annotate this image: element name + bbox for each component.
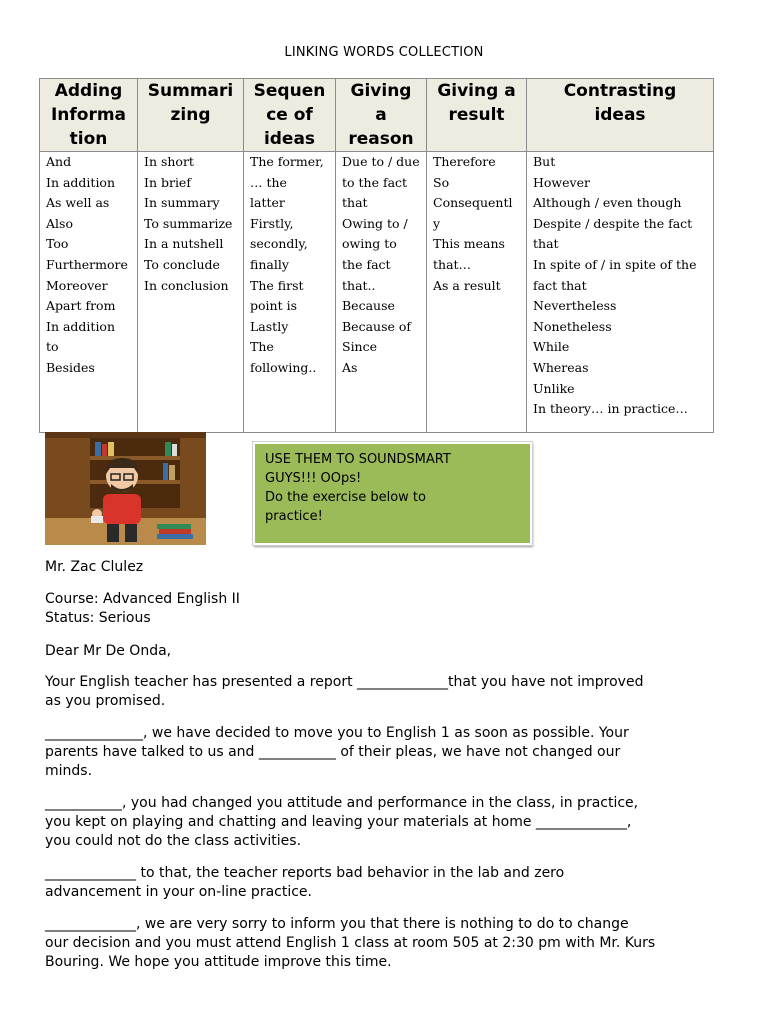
- linking-word: secondly,: [250, 236, 308, 252]
- paragraph-line: you could not do the class activities.: [45, 833, 302, 849]
- linking-words-table: [39, 78, 714, 433]
- header-line: result: [448, 105, 505, 125]
- linking-word: Whereas: [533, 359, 589, 375]
- paragraph-5: [45, 915, 735, 972]
- column-sequence-of-ideas: [244, 152, 336, 433]
- linking-word: that..: [342, 277, 376, 293]
- header-line: Summari: [147, 81, 234, 101]
- linking-word: that…: [433, 256, 472, 272]
- column-adding-information: [40, 152, 138, 433]
- linking-word: the fact: [342, 256, 391, 272]
- paragraph-line: ______________, we have decided to move you to English 1 as soon as possible. Your: [45, 725, 629, 741]
- linking-word: Lastly: [250, 318, 289, 334]
- paragraph-line: you kept on playing and chatting and leaving your materials at home _____________,: [45, 814, 632, 830]
- table-header-row: [40, 79, 714, 152]
- callout-line: GUYS!!! OOps!: [265, 471, 362, 486]
- status-line: Status: Serious: [45, 610, 151, 626]
- linking-word: Also: [46, 215, 73, 231]
- callout-line: USE THEM TO SOUNDSMART: [265, 452, 451, 467]
- header-line: ideas: [594, 105, 646, 125]
- paragraph-2: [45, 724, 735, 781]
- linking-word: In short: [144, 154, 194, 169]
- paragraph-line: Bouring. We hope you attitude improve this time.: [45, 954, 392, 970]
- callout-line: practice!: [265, 509, 323, 524]
- linking-word: Nevertheless: [533, 298, 617, 314]
- paragraph-line: as you promised.: [45, 693, 166, 709]
- header-summarizing: [138, 79, 244, 152]
- header-line: Informa: [50, 105, 127, 125]
- linking-word: Because of: [342, 318, 412, 334]
- linking-word: that: [533, 236, 559, 252]
- table-row: [40, 152, 714, 433]
- linking-word: Unlike: [533, 380, 575, 396]
- linking-word: Despite / despite the fact: [533, 215, 693, 231]
- linking-word: And: [46, 154, 72, 169]
- linking-word: following..: [250, 359, 317, 375]
- column-giving-a-reason: [336, 152, 427, 433]
- linking-word: Since: [342, 339, 378, 355]
- linking-word: In conclusion: [144, 277, 229, 293]
- header-line: a: [375, 105, 387, 125]
- linking-word: So: [433, 174, 450, 190]
- header-line: zing: [170, 105, 211, 125]
- course-line: Course: Advanced English II: [45, 591, 240, 607]
- page-title: LINKING WORDS COLLECTION: [284, 45, 484, 60]
- linking-word: Nonetheless: [533, 318, 612, 334]
- header-line: Contrasting: [563, 81, 677, 101]
- linking-word: Besides: [46, 359, 95, 375]
- header-line: ideas: [263, 129, 316, 149]
- linking-word: latter: [250, 195, 285, 211]
- linking-word: This means: [433, 236, 505, 252]
- header-line: Giving: [350, 81, 412, 101]
- header-line: ce of: [266, 105, 313, 125]
- linking-word: Owing to /: [342, 215, 408, 231]
- linking-word: However: [533, 174, 590, 190]
- linking-word: In a nutshell: [144, 236, 224, 252]
- paragraph-line: our decision and you must attend English 1 class at room 505 at 2:30 pm with Mr. Kurs: [45, 935, 656, 951]
- header-sequence-of-ideas: [244, 79, 336, 152]
- header-contrasting-ideas: [527, 79, 714, 152]
- header-giving-a-result: [427, 79, 527, 152]
- linking-word: fact that: [533, 277, 587, 293]
- paragraph-line: minds.: [45, 763, 93, 779]
- linking-word: to the fact: [342, 174, 408, 190]
- paragraph-line: advancement in your on-line practice.: [45, 884, 312, 900]
- linking-word: Although / even though: [533, 195, 682, 211]
- linking-word: In theory… in practice…: [533, 401, 688, 417]
- linking-word: Consequentl: [433, 195, 513, 211]
- linking-word: In addition: [46, 174, 116, 190]
- paragraph-line: parents have talked to us and ___________ of their pleas, we have not changed our: [45, 744, 621, 760]
- linking-word: While: [533, 339, 570, 355]
- linking-word: In summary: [144, 195, 220, 211]
- linking-word: Moreover: [46, 277, 108, 293]
- header-adding-information: [40, 79, 138, 152]
- linking-word: … the: [250, 174, 287, 190]
- linking-word: Furthermore: [46, 256, 128, 272]
- linking-word: In brief: [144, 174, 191, 190]
- callout-box: [253, 442, 532, 545]
- paragraph-line: _____________ to that, the teacher reports bad behavior in the lab and zero: [45, 865, 565, 881]
- linking-word: The former,: [250, 154, 324, 169]
- linking-word: But: [533, 154, 556, 169]
- paragraph-3: [45, 794, 735, 851]
- linking-word: that: [342, 195, 368, 211]
- linking-word: The: [250, 339, 274, 355]
- linking-word: Firstly,: [250, 215, 294, 231]
- linking-word: Apart from: [46, 298, 116, 314]
- linking-word: As well as: [46, 195, 110, 211]
- column-summarizing: [138, 152, 244, 433]
- linking-word: To conclude: [144, 256, 220, 272]
- linking-word: to: [46, 339, 59, 355]
- linking-word: To summarize: [144, 215, 233, 231]
- linking-word: point is: [250, 298, 297, 314]
- paragraph-line: Your English teacher has presented a report _____________that you have not improved: [45, 674, 644, 690]
- header-line: tion: [69, 129, 108, 149]
- header-giving-a-reason: [336, 79, 427, 152]
- linking-word: As a result: [433, 277, 501, 293]
- paragraph-1: [45, 673, 735, 711]
- recipient-name: Mr. Zac Clulez: [45, 559, 144, 575]
- column-contrasting-ideas: [527, 152, 714, 433]
- paragraph-line: ___________, you had changed you attitude and performance in the class, in practice,: [45, 795, 639, 811]
- header-line: reason: [348, 129, 414, 149]
- salutation: Dear Mr De Onda,: [45, 643, 172, 659]
- header-line: Giving a: [437, 81, 516, 101]
- teacher-illustration: [45, 432, 206, 545]
- linking-word: As: [342, 359, 358, 375]
- linking-word: Too: [46, 236, 69, 252]
- header-line: Sequen: [253, 81, 326, 101]
- callout-line: Do the exercise below to: [265, 490, 426, 505]
- linking-word: Therefore: [433, 154, 496, 169]
- column-giving-a-result: [427, 152, 527, 433]
- linking-word: y: [433, 215, 441, 231]
- linking-word: finally: [250, 256, 289, 272]
- header-line: Adding: [54, 81, 123, 101]
- paragraph-4: [45, 864, 735, 902]
- linking-word: Because: [342, 298, 395, 314]
- linking-word: In spite of / in spite of the: [533, 256, 697, 272]
- linking-word: The first: [250, 277, 304, 293]
- paragraph-line: _____________, we are very sorry to inform you that there is nothing to do to change: [45, 916, 629, 932]
- linking-word: Due to / due: [342, 154, 420, 169]
- linking-word: owing to: [342, 236, 397, 252]
- linking-word: In addition: [46, 318, 116, 334]
